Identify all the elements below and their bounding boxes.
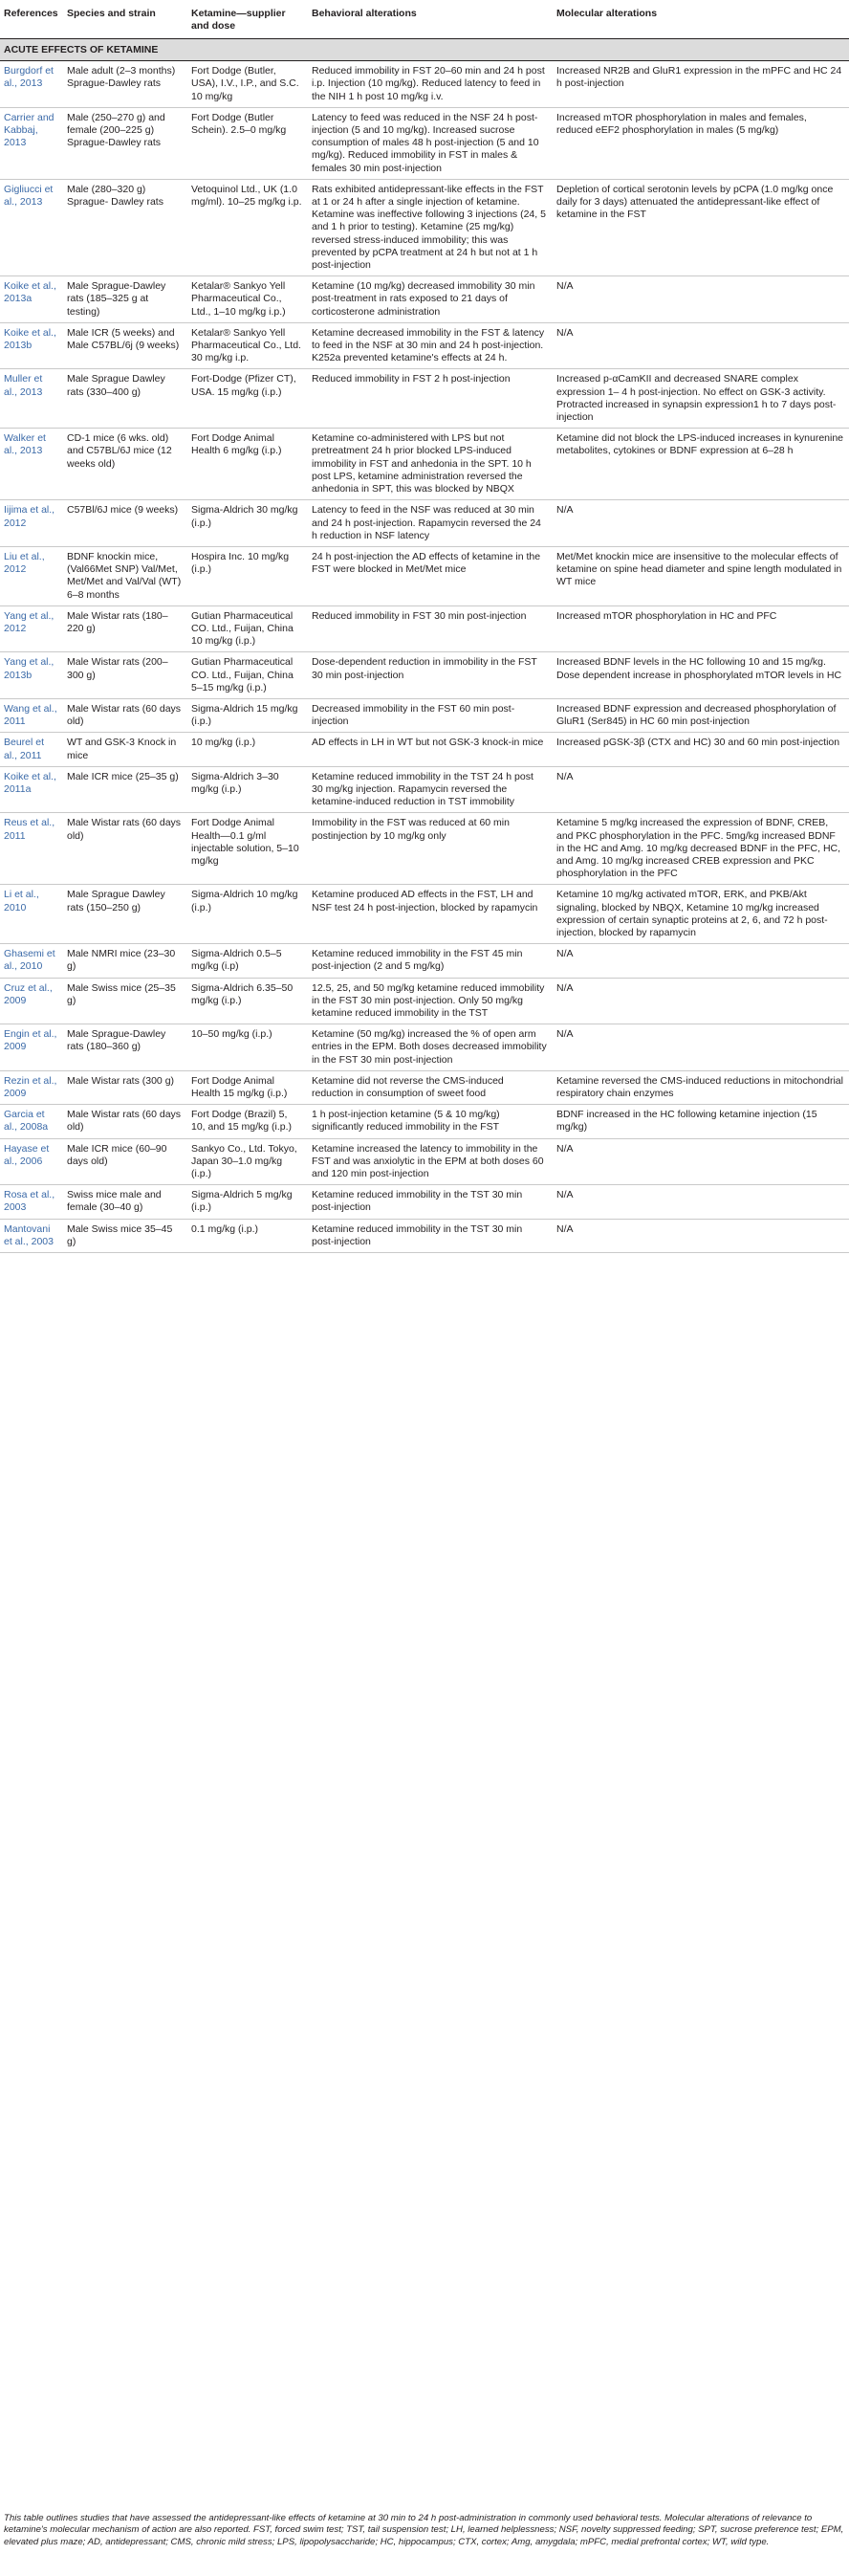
- table-row: [0, 61, 849, 108]
- molecular-cell: N/A: [553, 1219, 849, 1252]
- behavior-cell: Ketamine (50 mg/kg) increased the % of open arm entries in the EPM. Both doses decreased immobility in the FST 30 min post-injection: [308, 1024, 553, 1071]
- species-cell: BDNF knockin mice, (Val66Met SNP) Val/Met, Met/Met and Val/Val (WT) 6–8 months: [63, 546, 187, 605]
- header-supplier: Ketamine—supplier and dose: [187, 0, 308, 39]
- table-row: [0, 885, 849, 944]
- supplier-cell: Fort Dodge (Butler Schein). 2.5–0 mg/kg: [187, 107, 308, 179]
- species-cell: CD-1 mice (6 wks. old) and C57BL/6J mice (12 weeks old): [63, 429, 187, 500]
- supplier-cell: Sigma-Aldrich 3–30 mg/kg (i.p.): [187, 766, 308, 813]
- species-cell: Male Swiss mice 35–45 g): [63, 1219, 187, 1252]
- molecular-cell: Increased mTOR phosphorylation in HC and PFC: [553, 605, 849, 652]
- table-row: [0, 698, 849, 732]
- species-cell: Male ICR mice (25–35 g): [63, 766, 187, 813]
- species-cell: Male Wistar rats (200–300 g): [63, 652, 187, 699]
- reference-cell[interactable]: Mantovani et al., 2003: [0, 1219, 63, 1252]
- table-row: [0, 546, 849, 605]
- supplier-cell: Sigma-Aldrich 10 mg/kg (i.p.): [187, 885, 308, 944]
- supplier-cell: Fort Dodge (Butler, USA), I.V., I.P., and S.C. 10 mg/kg: [187, 61, 308, 108]
- supplier-cell: 10 mg/kg (i.p.): [187, 733, 308, 766]
- table-row: [0, 1138, 849, 1185]
- supplier-cell: Fort-Dodge (Pfizer CT), USA. 15 mg/kg (i.p.): [187, 369, 308, 429]
- behavior-cell: Immobility in the FST was reduced at 60 min postinjection by 10 mg/kg only: [308, 813, 553, 885]
- species-cell: Male NMRI mice (23–30 g): [63, 944, 187, 978]
- reference-cell[interactable]: Ghasemi et al., 2010: [0, 944, 63, 978]
- species-cell: Male Wistar rats (60 days old): [63, 698, 187, 732]
- reference-cell[interactable]: Rezin et al., 2009: [0, 1070, 63, 1104]
- table-row: [0, 322, 849, 369]
- table-row: [0, 1219, 849, 1252]
- behavior-cell: 24 h post-injection the AD effects of ketamine in the FST were blocked in Met/Met mice: [308, 546, 553, 605]
- reference-cell[interactable]: Iijima et al., 2012: [0, 500, 63, 547]
- behavior-cell: Dose-dependent reduction in immobility in the FST 30 min post-injection: [308, 652, 553, 699]
- behavior-cell: 1 h post-injection ketamine (5 & 10 mg/kg) significantly reduced immobility in the FST: [308, 1105, 553, 1138]
- table-row: [0, 733, 849, 766]
- header-references: References: [0, 0, 63, 39]
- section-row: [0, 39, 849, 61]
- species-cell: Male Wistar rats (60 days old): [63, 1105, 187, 1138]
- table-row: [0, 500, 849, 547]
- molecular-cell: N/A: [553, 500, 849, 547]
- section-title: ACUTE EFFECTS OF KETAMINE: [0, 39, 849, 61]
- molecular-cell: N/A: [553, 322, 849, 369]
- behavior-cell: Ketamine increased the latency to immobility in the FST and was anxiolytic in the EPM at both doses 60 and 120 min post-injection: [308, 1138, 553, 1185]
- supplier-cell: Sigma-Aldrich 15 mg/kg (i.p.): [187, 698, 308, 732]
- reference-cell[interactable]: Liu et al., 2012: [0, 546, 63, 605]
- table-row: [0, 1105, 849, 1138]
- reference-cell[interactable]: Yang et al., 2013b: [0, 652, 63, 699]
- supplier-cell: Vetoquinol Ltd., UK (1.0 mg/ml). 10–25 mg/kg i.p.: [187, 179, 308, 275]
- behavior-cell: Ketamine (10 mg/kg) decreased immobility 30 min post-treatment in rats exposed to 21 days of corticosterone administration: [308, 276, 553, 323]
- reference-cell[interactable]: Yang et al., 2012: [0, 605, 63, 652]
- header-molecular: Molecular alterations: [553, 0, 849, 39]
- reference-cell[interactable]: Gigliucci et al., 2013: [0, 179, 63, 275]
- table-row: [0, 605, 849, 652]
- reference-cell[interactable]: Reus et al., 2011: [0, 813, 63, 885]
- header-row: [0, 0, 849, 39]
- molecular-cell: Increased NR2B and GluR1 expression in the mPFC and HC 24 h post-injection: [553, 61, 849, 108]
- supplier-cell: Sigma-Aldrich 0.5–5 mg/kg (i.p): [187, 944, 308, 978]
- behavior-cell: Ketamine decreased immobility in the FST & latency to feed in the NSF at 30 min and 24 h post-injection. K252a prevented ketamine's effects at 24 h.: [308, 322, 553, 369]
- behavior-cell: Latency to feed in the NSF was reduced at 30 min and 24 h post-injection. Rapamycin reversed the 24 h reduction in NSF latency: [308, 500, 553, 547]
- reference-cell[interactable]: Burgdorf et al., 2013: [0, 61, 63, 108]
- behavior-cell: Latency to feed was reduced in the NSF 24 h post-injection (5 and 10 mg/kg). Increased sucrose consumption of males 48 h post-injection (5 and 10 mg/kg). Reduced immobility in FST in males & females 30 min post-injection: [308, 107, 553, 179]
- species-cell: Male (280–320 g) Sprague- Dawley rats: [63, 179, 187, 275]
- supplier-cell: Sigma-Aldrich 5 mg/kg (i.p.): [187, 1185, 308, 1219]
- species-cell: Male Wistar rats (180–220 g): [63, 605, 187, 652]
- molecular-cell: Depletion of cortical serotonin levels by pCPA (1.0 mg/kg once daily for 3 days) attenuated the antidepressant-like effect of ketamine in the FST: [553, 179, 849, 275]
- table-row: [0, 978, 849, 1024]
- supplier-cell: Gutian Pharmaceutical CO. Ltd., Fuijan, China 10 mg/kg (i.p.): [187, 605, 308, 652]
- supplier-cell: Sigma-Aldrich 6.35–50 mg/kg (i.p.): [187, 978, 308, 1024]
- supplier-cell: Sigma-Aldrich 30 mg/kg (i.p.): [187, 500, 308, 547]
- molecular-cell: Increased mTOR phosphorylation in males and females, reduced eEF2 phosphorylation in males (5 mg/kg): [553, 107, 849, 179]
- species-cell: Male adult (2–3 months) Sprague-Dawley rats: [63, 61, 187, 108]
- molecular-cell: N/A: [553, 1185, 849, 1219]
- supplier-cell: Fort Dodge Animal Health 15 mg/kg (i.p.): [187, 1070, 308, 1104]
- reference-cell[interactable]: Walker et al., 2013: [0, 429, 63, 500]
- supplier-cell: Fort Dodge Animal Health 6 mg/kg (i.p.): [187, 429, 308, 500]
- molecular-cell: Ketamine 10 mg/kg activated mTOR, ERK, and PKB/Akt signaling, blocked by NBQX, Ketamine 10 mg/kg increased expression of certain synaptic proteins at 2, 6, and 72 h post-injection, blocked by rapamycin: [553, 885, 849, 944]
- molecular-cell: BDNF increased in the HC following ketamine injection (15 mg/kg): [553, 1105, 849, 1138]
- supplier-cell: Ketalar® Sankyo Yell Pharmaceutical Co., Ltd. 30 mg/kg i.p.: [187, 322, 308, 369]
- molecular-cell: N/A: [553, 1138, 849, 1185]
- behavior-cell: Ketamine reduced immobility in the FST 45 min post-injection (2 and 5 mg/kg): [308, 944, 553, 978]
- molecular-cell: N/A: [553, 944, 849, 978]
- molecular-cell: Met/Met knockin mice are insensitive to the molecular effects of ketamine on spine head diameter and spine length modulated in WT mice: [553, 546, 849, 605]
- species-cell: Swiss mice male and female (30–40 g): [63, 1185, 187, 1219]
- behavior-cell: Ketamine did not reverse the CMS-induced reduction in consumption of sweet food: [308, 1070, 553, 1104]
- table-row: [0, 107, 849, 179]
- reference-cell[interactable]: Li et al., 2010: [0, 885, 63, 944]
- table-row: [0, 369, 849, 429]
- species-cell: C57Bl/6J mice (9 weeks): [63, 500, 187, 547]
- ketamine-studies-table: [0, 0, 849, 1253]
- species-cell: Male (250–270 g) and female (200–225 g) Sprague-Dawley rats: [63, 107, 187, 179]
- species-cell: Male Sprague Dawley rats (330–400 g): [63, 369, 187, 429]
- behavior-cell: Ketamine reduced immobility in the TST 30 min post-injection: [308, 1219, 553, 1252]
- behavior-cell: Reduced immobility in FST 20–60 min and 24 h post i.p. Injection (10 mg/kg). Reduced latency to feed in the NIH 1 h post 10 mg/kg i.v.: [308, 61, 553, 108]
- supplier-cell: Gutian Pharmaceutical CO. Ltd., Fuijan, China 5–15 mg/kg (i.p.): [187, 652, 308, 699]
- supplier-cell: Fort Dodge (Brazil) 5, 10, and 15 mg/kg (i.p.): [187, 1105, 308, 1138]
- species-cell: WT and GSK-3 Knock in mice: [63, 733, 187, 766]
- species-cell: Male Sprague Dawley rats (150–250 g): [63, 885, 187, 944]
- supplier-cell: Hospira Inc. 10 mg/kg (i.p.): [187, 546, 308, 605]
- molecular-cell: N/A: [553, 766, 849, 813]
- molecular-cell: Increased p-αCamKII and decreased SNARE complex expression 1– 4 h post-injection. No effect on GSK-3 activity. Protracted increased in synapsin expression1 h to 7 days post-injection: [553, 369, 849, 429]
- molecular-cell: N/A: [553, 978, 849, 1024]
- reference-cell[interactable]: Cruz et al., 2009: [0, 978, 63, 1024]
- reference-cell[interactable]: Rosa et al., 2003: [0, 1185, 63, 1219]
- table-row: [0, 179, 849, 275]
- behavior-cell: AD effects in LH in WT but not GSK-3 knock-in mice: [308, 733, 553, 766]
- behavior-cell: Ketamine reduced immobility in the TST 30 min post-injection: [308, 1185, 553, 1219]
- molecular-cell: Increased BDNF expression and decreased phosphorylation of GluR1 (Ser845) in HC 60 min post-injection: [553, 698, 849, 732]
- molecular-cell: Ketamine did not block the LPS-induced increases in kynurenine metabolites, cytokines or BDNF expression at 6–28 h: [553, 429, 849, 500]
- behavior-cell: Decreased immobility in the FST 60 min post-injection: [308, 698, 553, 732]
- behavior-cell: Rats exhibited antidepressant-like effects in the FST at 1 or 24 h after a single injection of ketamine. Ketamine was ineffective following 3 injections (24, 5 and 1 h prior to testing). Ketamine (25 mg/kg) reversed stress-induced immobility; this was prevented by pCPA treatment at 24 h but not at 1 h post-injection: [308, 179, 553, 275]
- behavior-cell: Ketamine produced AD effects in the FST, LH and NSF test 24 h post-injection, blocked by rapamycin: [308, 885, 553, 944]
- supplier-cell: Ketalar® Sankyo Yell Pharmaceutical Co., Ltd., 1–10 mg/kg i.p.): [187, 276, 308, 323]
- molecular-cell: Increased BDNF levels in the HC following 10 and 15 mg/kg. Dose dependent increase in phosphorylated mTOR levels in HC: [553, 652, 849, 699]
- table-row: [0, 429, 849, 500]
- header-species: Species and strain: [63, 0, 187, 39]
- behavior-cell: Reduced immobility in FST 2 h post-injection: [308, 369, 553, 429]
- supplier-cell: 0.1 mg/kg (i.p.): [187, 1219, 308, 1252]
- species-cell: Male Wistar rats (300 g): [63, 1070, 187, 1104]
- molecular-cell: N/A: [553, 1024, 849, 1071]
- supplier-cell: Fort Dodge Animal Health—0.1 g/ml injectable solution, 5–10 mg/kg: [187, 813, 308, 885]
- species-cell: Male Wistar rats (60 days old): [63, 813, 187, 885]
- table-row: [0, 1185, 849, 1219]
- molecular-cell: N/A: [553, 276, 849, 323]
- table-row: [0, 652, 849, 699]
- table-row: [0, 276, 849, 323]
- species-cell: Male Sprague-Dawley rats (180–360 g): [63, 1024, 187, 1071]
- behavior-cell: Ketamine co-administered with LPS but not pretreatment 24 h prior blocked LPS-induced immobility in FST and anhedonia in the SPT. 10 h post LPS, ketamine administration reversed the anhedonia in SPT, this was blocked by NBQX: [308, 429, 553, 500]
- reference-cell[interactable]: Muller et al., 2013: [0, 369, 63, 429]
- reference-cell[interactable]: Hayase et al., 2006: [0, 1138, 63, 1185]
- reference-cell[interactable]: Koike et al., 2013b: [0, 322, 63, 369]
- table-row: [0, 813, 849, 885]
- species-cell: Male ICR mice (60–90 days old): [63, 1138, 187, 1185]
- reference-cell[interactable]: Koike et al., 2013a: [0, 276, 63, 323]
- supplier-cell: Sankyo Co., Ltd. Tokyo, Japan 30–1.0 mg/kg (i.p.): [187, 1138, 308, 1185]
- reference-cell[interactable]: Wang et al., 2011: [0, 698, 63, 732]
- reference-cell[interactable]: Carrier and Kabbaj, 2013: [0, 107, 63, 179]
- header-behavior: Behavioral alterations: [308, 0, 553, 39]
- reference-cell[interactable]: Engin et al., 2009: [0, 1024, 63, 1071]
- table-row: [0, 766, 849, 813]
- reference-cell[interactable]: Beurel et al., 2011: [0, 733, 63, 766]
- table-row: [0, 944, 849, 978]
- species-cell: Male Sprague-Dawley rats (185–325 g at testing): [63, 276, 187, 323]
- reference-cell[interactable]: Garcia et al., 2008a: [0, 1105, 63, 1138]
- species-cell: Male ICR (5 weeks) and Male C57BL/6j (9 weeks): [63, 322, 187, 369]
- supplier-cell: 10–50 mg/kg (i.p.): [187, 1024, 308, 1071]
- behavior-cell: Reduced immobility in FST 30 min post-injection: [308, 605, 553, 652]
- reference-cell[interactable]: Koike et al., 2011a: [0, 766, 63, 813]
- molecular-cell: Ketamine reversed the CMS-induced reductions in mitochondrial respiratory chain enzymes: [553, 1070, 849, 1104]
- molecular-cell: Ketamine 5 mg/kg increased the expression of BDNF, CREB, and PKC phosphorylation in the PFC. 5mg/kg increased BDNF in the HC and Amg. 10 mg/kg decreased BDNF in the PFC, HC, and Amg. 10 mg/kg increased CREB expression and PKC phosphorylation in the PFC: [553, 813, 849, 885]
- table-row: [0, 1024, 849, 1071]
- table-footnote: This table outlines studies that have assessed the antidepressant-like effects of ketamine at 30 min to 24 h post-administration in commonly used behavioral tests. Molecular alterations of relevance to ketamine's molecular mechanism of action are also reported. FST, forced swim test; TST, tail suspension test; LH, learned helplessness; NSF, novelty suppressed feeding; SPT, sucrose preference test; EPM, elevated plus maze; AD, antidepressant; CMS, chronic mild stress; LPS, lipopolysaccharide; HC, hippocampus; CTX, cortex; Amg, amygdala; mPFC, medial prefrontal cortex; WT, wild type.: [4, 2513, 844, 2547]
- behavior-cell: Ketamine reduced immobility in the TST 24 h post 30 mg/kg injection. Rapamycin reversed the ketamine-induced reduction in TST immobility: [308, 766, 553, 813]
- species-cell: Male Swiss mice (25–35 g): [63, 978, 187, 1024]
- behavior-cell: 12.5, 25, and 50 mg/kg ketamine reduced immobility in the FST 30 min post-injection. Only 50 mg/kg ketamine reduced immobility in the TST: [308, 978, 553, 1024]
- table-row: [0, 1070, 849, 1104]
- molecular-cell: Increased pGSK-3β (CTX and HC) 30 and 60 min post-injection: [553, 733, 849, 766]
